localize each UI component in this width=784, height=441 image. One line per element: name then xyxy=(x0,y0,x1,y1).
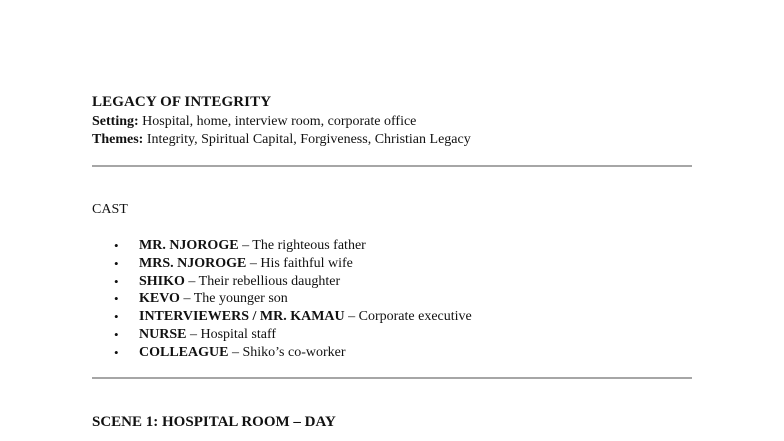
cast-name: SHIKO xyxy=(139,273,185,289)
setting-line xyxy=(92,113,416,130)
cast-name: COLLEAGUE xyxy=(139,344,229,360)
cast-description: – Hospital staff xyxy=(186,326,277,342)
setting-label: Setting: xyxy=(92,114,139,129)
cast-entry xyxy=(139,273,340,290)
themes-line xyxy=(92,131,471,148)
cast-description: – Corporate executive xyxy=(344,309,472,325)
bullet-icon: • xyxy=(114,309,119,325)
bullet-icon: • xyxy=(114,344,119,360)
document-title: LEGACY OF INTEGRITY xyxy=(92,94,272,110)
cast-description: – Their rebellious daughter xyxy=(184,273,341,289)
cast-entry xyxy=(139,255,353,272)
horizontal-divider xyxy=(92,377,692,379)
horizontal-divider xyxy=(92,165,692,167)
setting-value: Hospital, home, interview room, corporate office xyxy=(138,114,417,129)
cast-entry xyxy=(139,290,288,307)
bullet-icon: • xyxy=(114,291,119,307)
cast-heading: CAST xyxy=(92,202,128,217)
bullet-icon: • xyxy=(114,273,119,289)
themes-value: Integrity, Spiritual Capital, Forgiveness, Christian Legacy xyxy=(143,132,471,147)
cast-entry xyxy=(139,344,346,361)
bullet-icon: • xyxy=(114,255,119,271)
bullet-icon: • xyxy=(114,238,119,253)
cast-name: INTERVIEWERS / MR. KAMAU xyxy=(139,309,345,325)
cast-description: – His faithful wife xyxy=(246,255,353,271)
cast-name: NURSE xyxy=(139,326,187,342)
themes-label: Themes: xyxy=(92,132,144,147)
cast-description: – The righteous father xyxy=(238,238,366,253)
cast-name: KEVO xyxy=(139,291,180,307)
cast-entry xyxy=(139,237,366,254)
cast-description: – The younger son xyxy=(179,291,288,307)
cast-name: MR. NJOROGE xyxy=(139,238,239,253)
cast-entry xyxy=(139,326,276,343)
scene-heading: SCENE 1: HOSPITAL ROOM – DAY xyxy=(92,414,336,430)
bullet-icon: • xyxy=(114,326,119,342)
cast-entry xyxy=(139,308,472,325)
cast-description: – Shiko’s co-worker xyxy=(228,344,346,360)
cast-name: MRS. NJOROGE xyxy=(139,255,247,271)
